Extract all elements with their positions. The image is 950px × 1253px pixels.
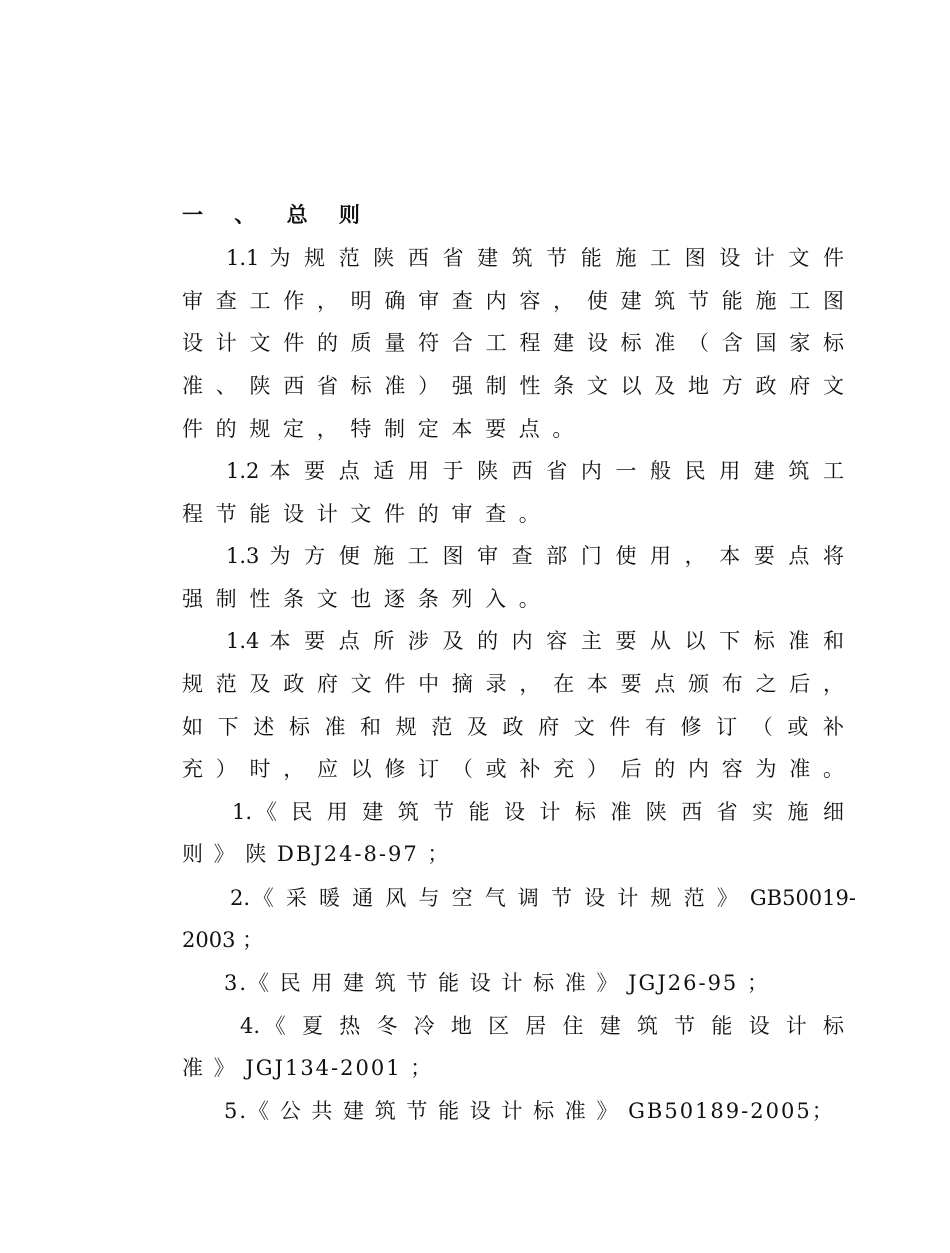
paragraph-line: 1.1 为 规 范 陕 西 省 建 筑 节 能 施 工 图 设 计 文 件 [226,246,844,270]
paragraph-line: 程 节 能 设 计 文 件 的 审 查 。 [182,502,543,526]
paragraph-line: 1.3 为 方 便 施 工 图 审 查 部 门 使 用 ， 本 要 点 将 [226,544,844,568]
reference-item: 2003 ； [182,928,264,952]
paragraph-line: 审 查 工 作 ， 明 确 审 查 内 容 ， 使 建 筑 节 能 施 工 图 [182,289,844,313]
paragraph-line: 件 的 规 定 ， 特 制 定 本 要 点 。 [182,417,577,441]
paragraph-line: 强 制 性 条 文 也 逐 条 列 入 。 [182,587,543,611]
paragraph-line: 规 范 及 政 府 文 件 中 摘 录 ， 在 本 要 点 颁 布 之 后 ， [182,672,844,696]
reference-item: 4.《 夏 热 冬 冷 地 区 居 住 建 筑 节 能 设 计 标 [240,1014,844,1038]
reference-item: 2.《 采 暖 通 风 与 空 气 调 节 设 计 规 范 》 GB50019- [230,886,856,910]
section-heading: 一 、 总 则 [182,202,372,227]
reference-item: 则 》 陕 DBJ24-8-97 ； [182,842,451,866]
reference-item: 准 》 JGJ134-2001 ； [182,1056,434,1080]
paragraph-line: 充 ） 时 ， 应 以 修 订 （ 或 补 充 ） 后 的 内 容 为 准 。 [182,757,844,781]
paragraph-line: 1.4 本 要 点 所 涉 及 的 内 容 主 要 从 以 下 标 准 和 [226,629,844,653]
reference-item: 1.《 民 用 建 筑 节 能 设 计 标 准 陕 西 省 实 施 细 [232,800,844,824]
paragraph-line: 1.2 本 要 点 适 用 于 陕 西 省 内 一 般 民 用 建 筑 工 [226,459,844,483]
reference-item: 3.《 民 用 建 筑 节 能 设 计 标 准 》 JGJ26-95 ； [224,971,770,995]
reference-item: 5.《 公 共 建 筑 节 能 设 计 标 准 》 GB50189-2005； [224,1099,835,1123]
paragraph-line: 设 计 文 件 的 质 量 符 合 工 程 建 设 标 准 （ 含 国 家 标 [182,331,844,355]
paragraph-line: 如 下 述 标 准 和 规 范 及 政 府 文 件 有 修 订 （ 或 补 [182,715,844,739]
paragraph-line: 准 、 陕 西 省 标 准 ） 强 制 性 条 文 以 及 地 方 政 府 文 [182,374,844,398]
